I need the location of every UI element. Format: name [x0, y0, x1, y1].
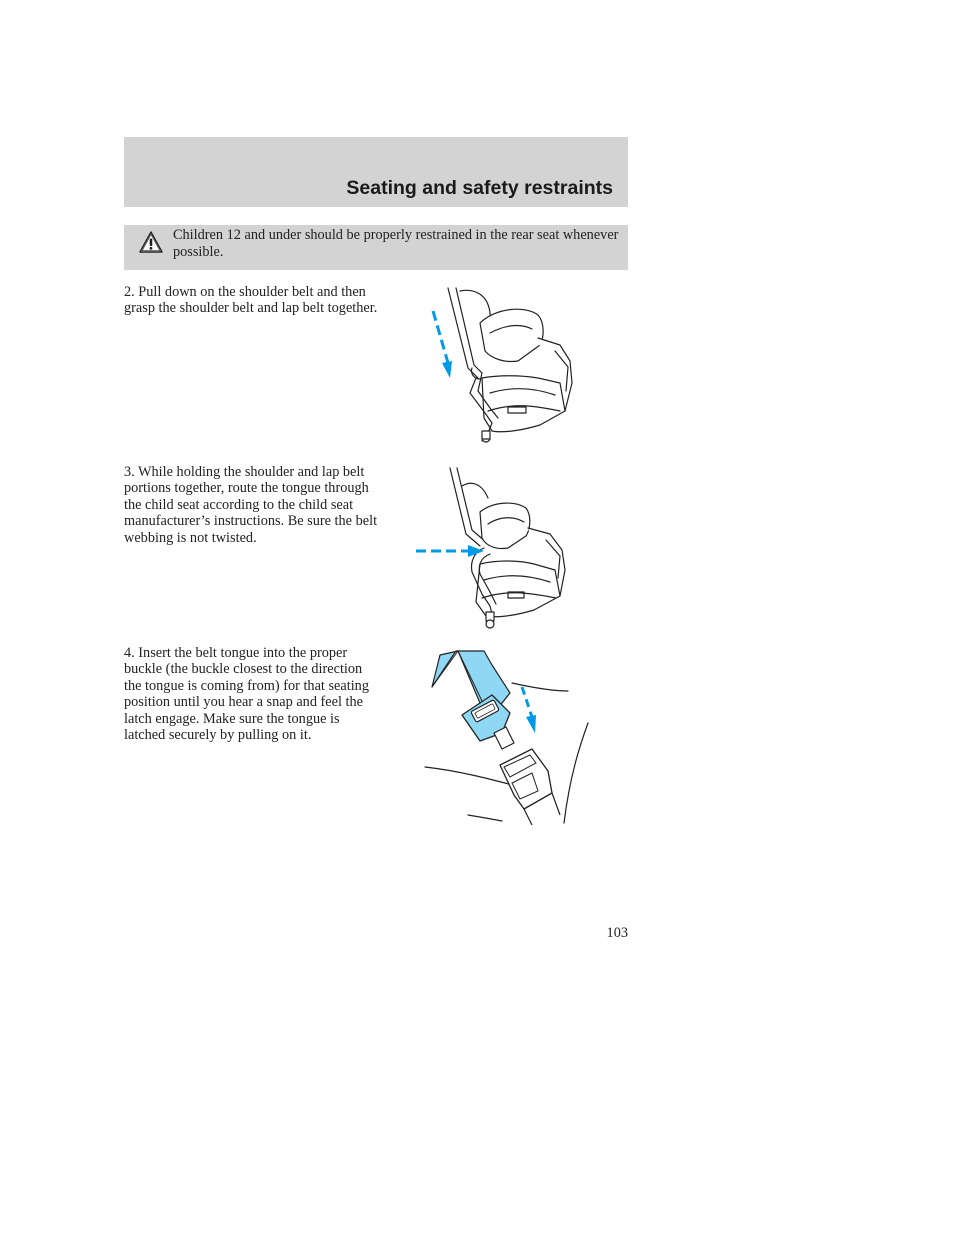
- page-number: 103: [606, 925, 628, 941]
- warning-text: Children 12 and under should be properly restrained in the rear seat whenever possible.: [173, 227, 619, 260]
- section-title: Seating and safety restraints: [346, 177, 613, 199]
- step-3-text: 3. While holding the shoulder and lap belt portions together, route the tongue through the child seat according to the child seat manufacturer’s instructions. Be sure the belt webbing is not twisted.: [124, 464, 378, 546]
- child-seat-route-tongue-illustration: [410, 464, 580, 632]
- buckle-insert-illustration: [420, 645, 595, 825]
- step-2-text: 2. Pull down on the shoulder belt and then grasp the shoulder belt and lap belt together.: [124, 284, 378, 317]
- warning-box: [124, 225, 628, 270]
- warning-triangle-icon: [139, 230, 163, 254]
- section-header-band: [124, 137, 628, 207]
- step-4-text: 4. Insert the belt tongue into the proper buckle (the buckle closest to the direction the tongue is coming from) for that seating position until you hear a snap and feel the latch engage. Make sure the tongue is latched securely by pulling on it.: [124, 645, 369, 744]
- child-seat-pull-belt-illustration: [420, 283, 585, 450]
